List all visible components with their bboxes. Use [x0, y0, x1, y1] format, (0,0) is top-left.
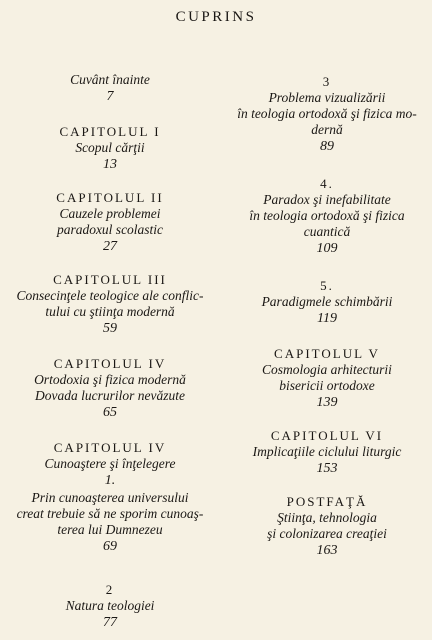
chapter-heading: CAPITOLUL VI [270, 428, 384, 443]
toc-entry-chapter-4b [0, 440, 220, 556]
entry-page-number: 65 [103, 405, 117, 420]
toc-entry-chapter-3 [0, 272, 220, 338]
chapter-heading: CAPITOLUL I [59, 124, 161, 139]
chapter-heading: CAPITOLUL IV [53, 356, 167, 371]
chapter-heading: CAPITOLUL V [274, 346, 380, 361]
toc-entry-chapter-5 [222, 346, 432, 412]
toc-entry-foreword [0, 72, 220, 106]
entry-page-number: 163 [316, 543, 338, 558]
entry-page-number: 69 [103, 539, 117, 554]
entry-page-number: 13 [103, 157, 117, 172]
entry-title: creat trebuie să ne sporim cunoaş- [16, 506, 204, 521]
entry-page-number: 27 [103, 239, 117, 254]
entry-title: paradoxul scolastic [56, 222, 164, 237]
entry-title: Paradox şi inefabilitate [263, 192, 391, 207]
entry-title: în teologia ortodoxă şi fizica mo- [237, 106, 417, 121]
chapter-heading: CAPITOLUL III [53, 272, 167, 287]
section-heading: 3 [322, 74, 332, 89]
entry-title: Dovada lucrurilor nevăzute [35, 388, 185, 403]
page-title: CUPRINS [175, 9, 257, 25]
entry-title: Implicaţiile ciclului liturgic [252, 444, 402, 459]
toc-entry-section-5 [222, 278, 432, 328]
toc-entry-section-3 [222, 74, 432, 156]
toc-entry-section-4 [222, 176, 432, 258]
entry-title: Cuvânt înainte [70, 72, 150, 87]
entry-title: Ştiinţa, tehnologia [277, 510, 377, 525]
entry-page-number: 109 [316, 241, 338, 256]
toc-entry-chapter-6 [222, 428, 432, 478]
section-heading: 5. [320, 278, 334, 293]
toc-entry-chapter-1 [0, 124, 220, 174]
chapter-heading: POSTFAŢĂ [286, 494, 368, 509]
entry-title: Ortodoxia şi fizica modernă [34, 372, 186, 387]
entry-title: bisericii ortodoxe [279, 378, 375, 393]
entry-title: dernă [311, 122, 343, 137]
entry-title: Cunoaştere şi înţelegere [44, 456, 176, 471]
entry-page-number: 59 [103, 321, 117, 336]
entry-title: Problema vizualizării [268, 90, 386, 105]
toc-entry-chapter-2 [0, 190, 220, 256]
entry-page-number: 119 [317, 311, 337, 326]
entry-page-number: 77 [103, 615, 117, 630]
entry-page-number: 89 [320, 139, 334, 154]
entry-title: tului cu ştiinţa modernă [45, 304, 175, 319]
toc-entry-section-2 [0, 582, 220, 632]
entry-page-number: 153 [316, 461, 338, 476]
chapter-heading: CAPITOLUL II [56, 190, 164, 205]
chapter-heading: CAPITOLUL IV [53, 440, 167, 455]
entry-page-number: 7 [106, 89, 114, 104]
entry-title: terea lui Dumnezeu [57, 522, 163, 537]
entry-title: Scopul cărţii [75, 140, 145, 155]
entry-title: Consecinţele teologice ale conflic- [16, 288, 204, 303]
section-heading: 4. [320, 176, 334, 191]
entry-page-number: 139 [316, 395, 338, 410]
entry-title: în teologia ortodoxă şi fizica [249, 208, 405, 223]
entry-title: Prin cunoaşterea universului [31, 490, 189, 505]
toc-entry-afterword [222, 494, 432, 560]
section-heading: 2 [105, 582, 115, 597]
entry-title: Cosmologia arhitecturii [262, 362, 392, 377]
entry-title: Cauzele problemei [59, 206, 161, 221]
entry-title: Natura teologiei [65, 598, 155, 613]
section-number: 1. [104, 473, 116, 488]
toc-entry-chapter-4a [0, 356, 220, 422]
entry-title: şi colonizarea creaţiei [267, 526, 387, 541]
entry-title: Paradigmele schimbării [261, 294, 393, 309]
entry-title: cuantică [303, 224, 351, 239]
